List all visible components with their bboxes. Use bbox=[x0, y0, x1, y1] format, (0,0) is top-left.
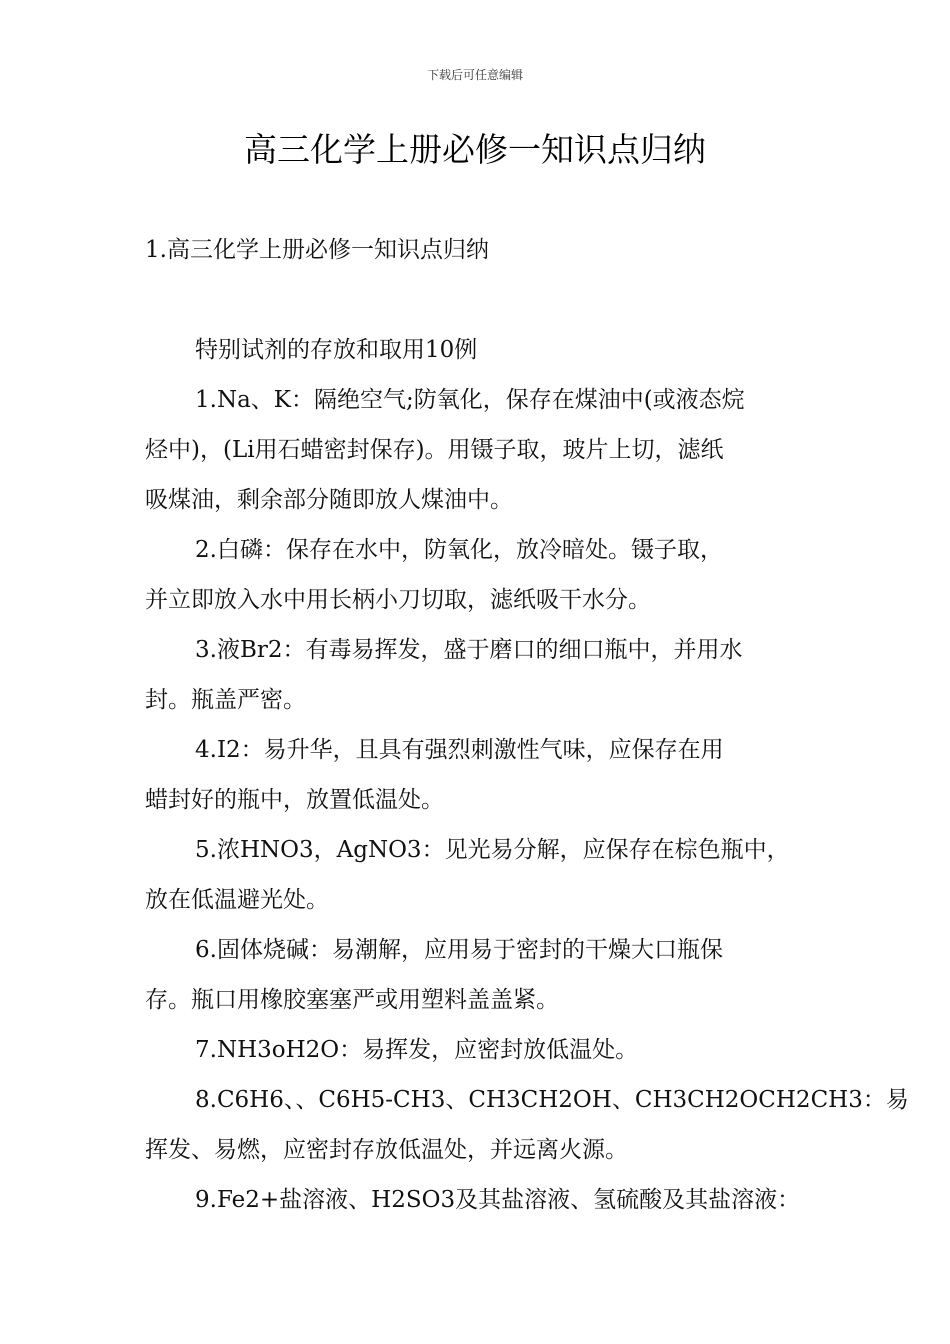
paragraph-line: 放在低温避光处。 bbox=[145, 887, 329, 913]
paragraph-line: 3.液Br2：有毒易挥发，盛于磨口的细口瓶中，并用水 bbox=[195, 637, 743, 663]
header-note: 下载后可任意编辑 bbox=[426, 68, 523, 82]
paragraph-line: 1.Na、K：隔绝空气;防氧化，保存在煤油中(或液态烷 bbox=[195, 387, 745, 413]
paragraph-line: 9.Fe2+盐溶液、H2SO3及其盐溶液、氢硫酸及其盐溶液： bbox=[195, 1187, 801, 1213]
paragraph-line: 8.C6H6、、C6H5-CH3、CH3CH2OH、CH3CH2OCH2CH3：易 bbox=[195, 1087, 909, 1113]
paragraph-line: 封。瓶盖严密。 bbox=[145, 687, 306, 713]
document-title: 高三化学上册必修一知识点归纳 bbox=[244, 130, 706, 169]
paragraph-line: 存。瓶口用橡胶塞塞严或用塑料盖盖紧。 bbox=[145, 987, 559, 1013]
paragraph-line: 2.白磷：保存在水中，防氧化，放冷暗处。镊子取， bbox=[195, 537, 723, 563]
paragraph-line: 特别试剂的存放和取用10例 bbox=[195, 337, 478, 363]
paragraph-line: 并立即放入水中用长柄小刀切取，滤纸吸干水分。 bbox=[145, 587, 651, 613]
paragraph-line: 6.固体烧碱：易潮解，应用易于密封的干燥大口瓶保 bbox=[195, 937, 723, 963]
paragraph-line: 挥发、易燃，应密封存放低温处，并远离火源。 bbox=[145, 1137, 628, 1163]
paragraph-line: 蜡封好的瓶中，放置低温处。 bbox=[145, 787, 444, 813]
paragraph-line: 4.I2：易升华，且具有强烈刺激性气味，应保存在用 bbox=[195, 737, 724, 763]
paragraph-line: 烃中)，(Li用石蜡密封保存)。用镊子取，玻片上切，滤纸 bbox=[145, 437, 724, 463]
paragraph-line: 吸煤油，剩余部分随即放人煤油中。 bbox=[145, 487, 513, 513]
paragraph-line: 7.NH3oH2O：易挥发，应密封放低温处。 bbox=[195, 1037, 639, 1063]
section-heading: 1.高三化学上册必修一知识点归纳 bbox=[145, 237, 489, 263]
paragraph-line: 5.浓HNO3，AgNO3：见光易分解，应保存在棕色瓶中， bbox=[195, 837, 790, 863]
